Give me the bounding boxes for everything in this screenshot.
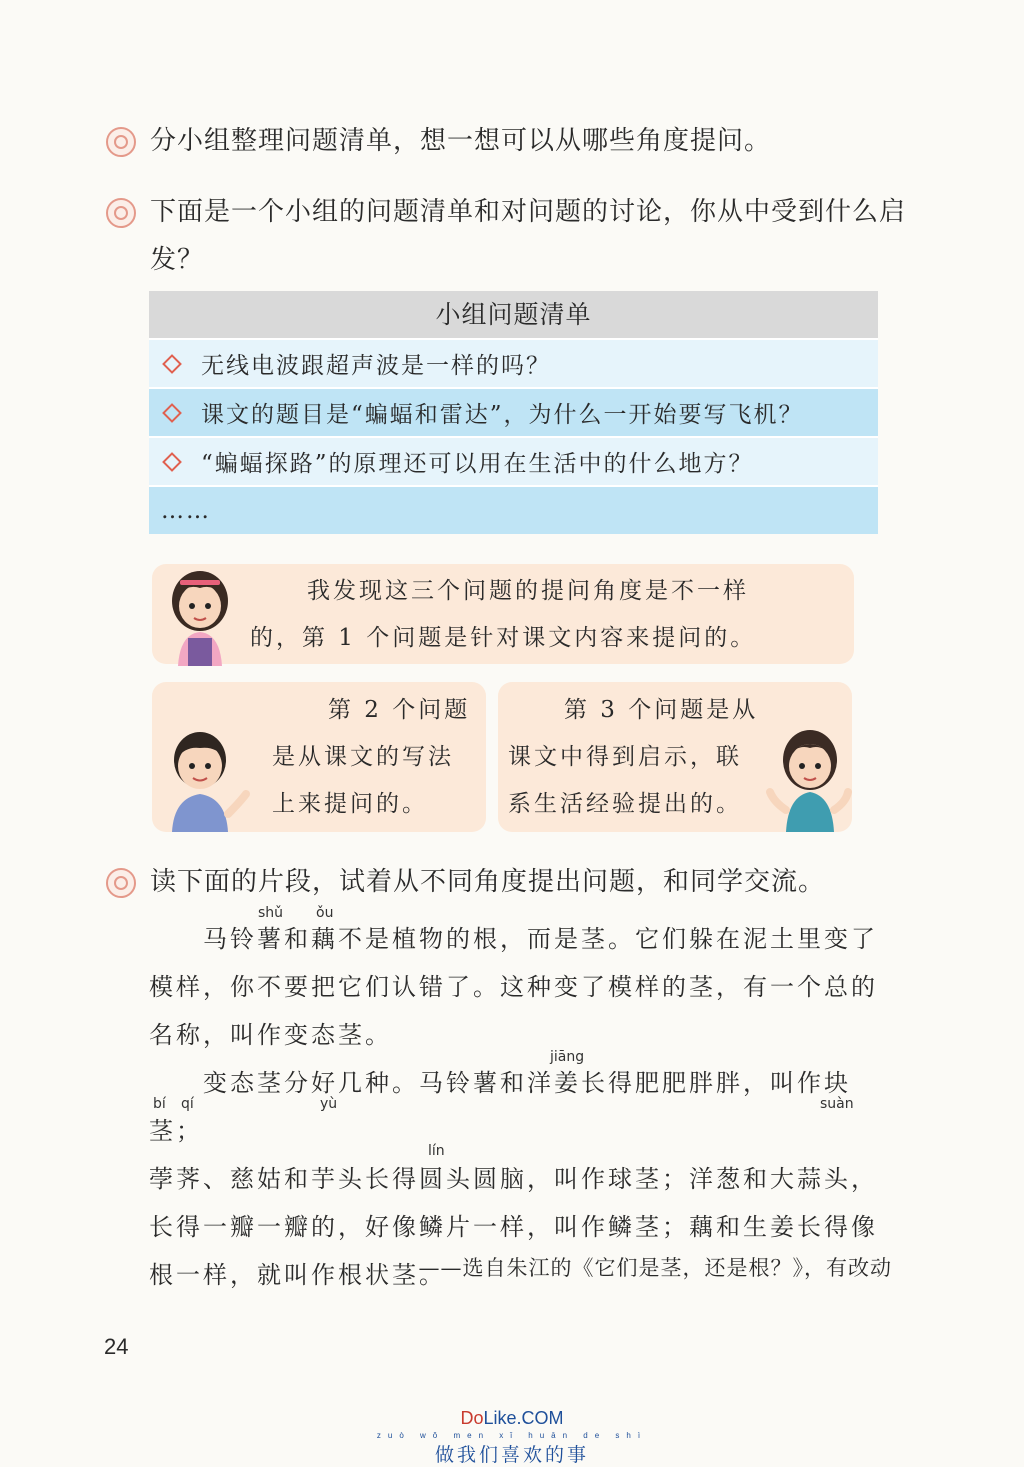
bubble-line: 上来提问的。 <box>272 791 428 817</box>
bubble-line: 第 2 个问题 <box>328 697 471 723</box>
pinyin-annotation: suàn <box>820 1096 854 1112</box>
task-2 <box>106 188 910 284</box>
girl-2-avatar-icon <box>764 726 852 832</box>
passage-line: 荸荠、慈姑和芋头长得圆头圆脑，叫作球茎；洋葱和大蒜头， <box>149 1165 878 1193</box>
bubble-line: 是从课文的写法 <box>272 744 454 770</box>
bubble-line: 课文中得到启示，联 <box>508 744 742 770</box>
slogan-text: 做我们喜欢的事 <box>434 1445 589 1466</box>
slogan-pinyin: zuò wǒ men xǐ huān de shì <box>376 1431 648 1440</box>
pinyin-annotation: ǒu <box>316 905 334 921</box>
bubble-line: 第 3 个问题是从 <box>564 697 759 723</box>
question-list-table <box>149 291 878 534</box>
task-text: 下面是一个小组的问题清单和对问题的讨论，你从中受到什么启发？ <box>150 197 907 275</box>
diamond-bullet-icon <box>162 452 182 472</box>
question-list-title: 小组问题清单 <box>149 291 878 338</box>
boy-avatar-icon <box>160 724 252 832</box>
pinyin-annotation: bí <box>153 1096 166 1112</box>
diamond-bullet-icon <box>162 354 182 374</box>
question-text: “蝙蝠探路”的原理还可以用在生活中的什么地方？ <box>201 451 754 477</box>
pinyin-annotation: yù <box>320 1096 338 1112</box>
passage-line: 名称，叫作变态茎。 <box>149 1021 392 1049</box>
pinyin-annotation: qí <box>181 1096 194 1112</box>
question-row <box>149 436 878 485</box>
question-row-more <box>149 485 878 534</box>
pinyin-annotation: lín <box>428 1143 445 1159</box>
task-text: 读下面的片段，试着从不同角度提出问题，和同学交流。 <box>150 867 826 897</box>
diamond-bullet-icon <box>162 403 182 423</box>
source-citation: ——选自朱江的《它们是茎，还是根？》，有改动 <box>418 1256 892 1280</box>
ellipsis-text: …… <box>161 497 211 524</box>
passage-line: 变态茎分好几种。马铃薯和洋姜长得肥肥胖胖，叫作块茎； <box>149 1069 851 1145</box>
passage-line: 长得一瓣一瓣的，好像鳞片一样，叫作鳞茎；藕和生姜长得像 <box>149 1213 878 1241</box>
passage-line: 模样，你不要把它们认错了。这种变了模样的茎，有一个总的 <box>149 973 878 1001</box>
seal-icon <box>106 868 136 898</box>
watermark-footer <box>0 1408 1024 1467</box>
bubble-line: 系生活经验提出的。 <box>508 791 742 817</box>
question-text: 课文的题目是“蝙蝠和雷达”，为什么一开始要写飞机？ <box>201 402 804 428</box>
bubble-line: 的，第 1 个问题是针对课文内容来提问的。 <box>250 625 757 651</box>
task-text: 分小组整理问题清单，想一想可以从哪些角度提问。 <box>150 126 772 156</box>
question-row <box>149 338 878 387</box>
passage-line: 马铃薯和藕不是植物的根，而是茎。它们躲在泥土里变了 <box>203 925 878 953</box>
question-text: 无线电波跟超声波是一样的吗？ <box>201 353 551 379</box>
seal-icon <box>106 198 136 228</box>
pinyin-annotation: jiāng <box>550 1049 585 1065</box>
page-number: 24 <box>104 1334 129 1359</box>
reading-passage <box>149 915 891 1299</box>
task-3 <box>106 858 910 906</box>
brand-logo: DoLike.COM <box>460 1408 564 1428</box>
task-1 <box>106 117 910 165</box>
question-row <box>149 387 878 436</box>
seal-icon <box>106 127 136 157</box>
passage-line: 根一样，就叫作根状茎。 <box>149 1261 446 1289</box>
speech-bubble-girl-1 <box>152 564 854 664</box>
pinyin-annotation: shǔ <box>258 905 284 921</box>
bubble-line: 我发现这三个问题的提问角度是不一样 <box>307 578 749 604</box>
girl-avatar-icon <box>160 566 240 666</box>
